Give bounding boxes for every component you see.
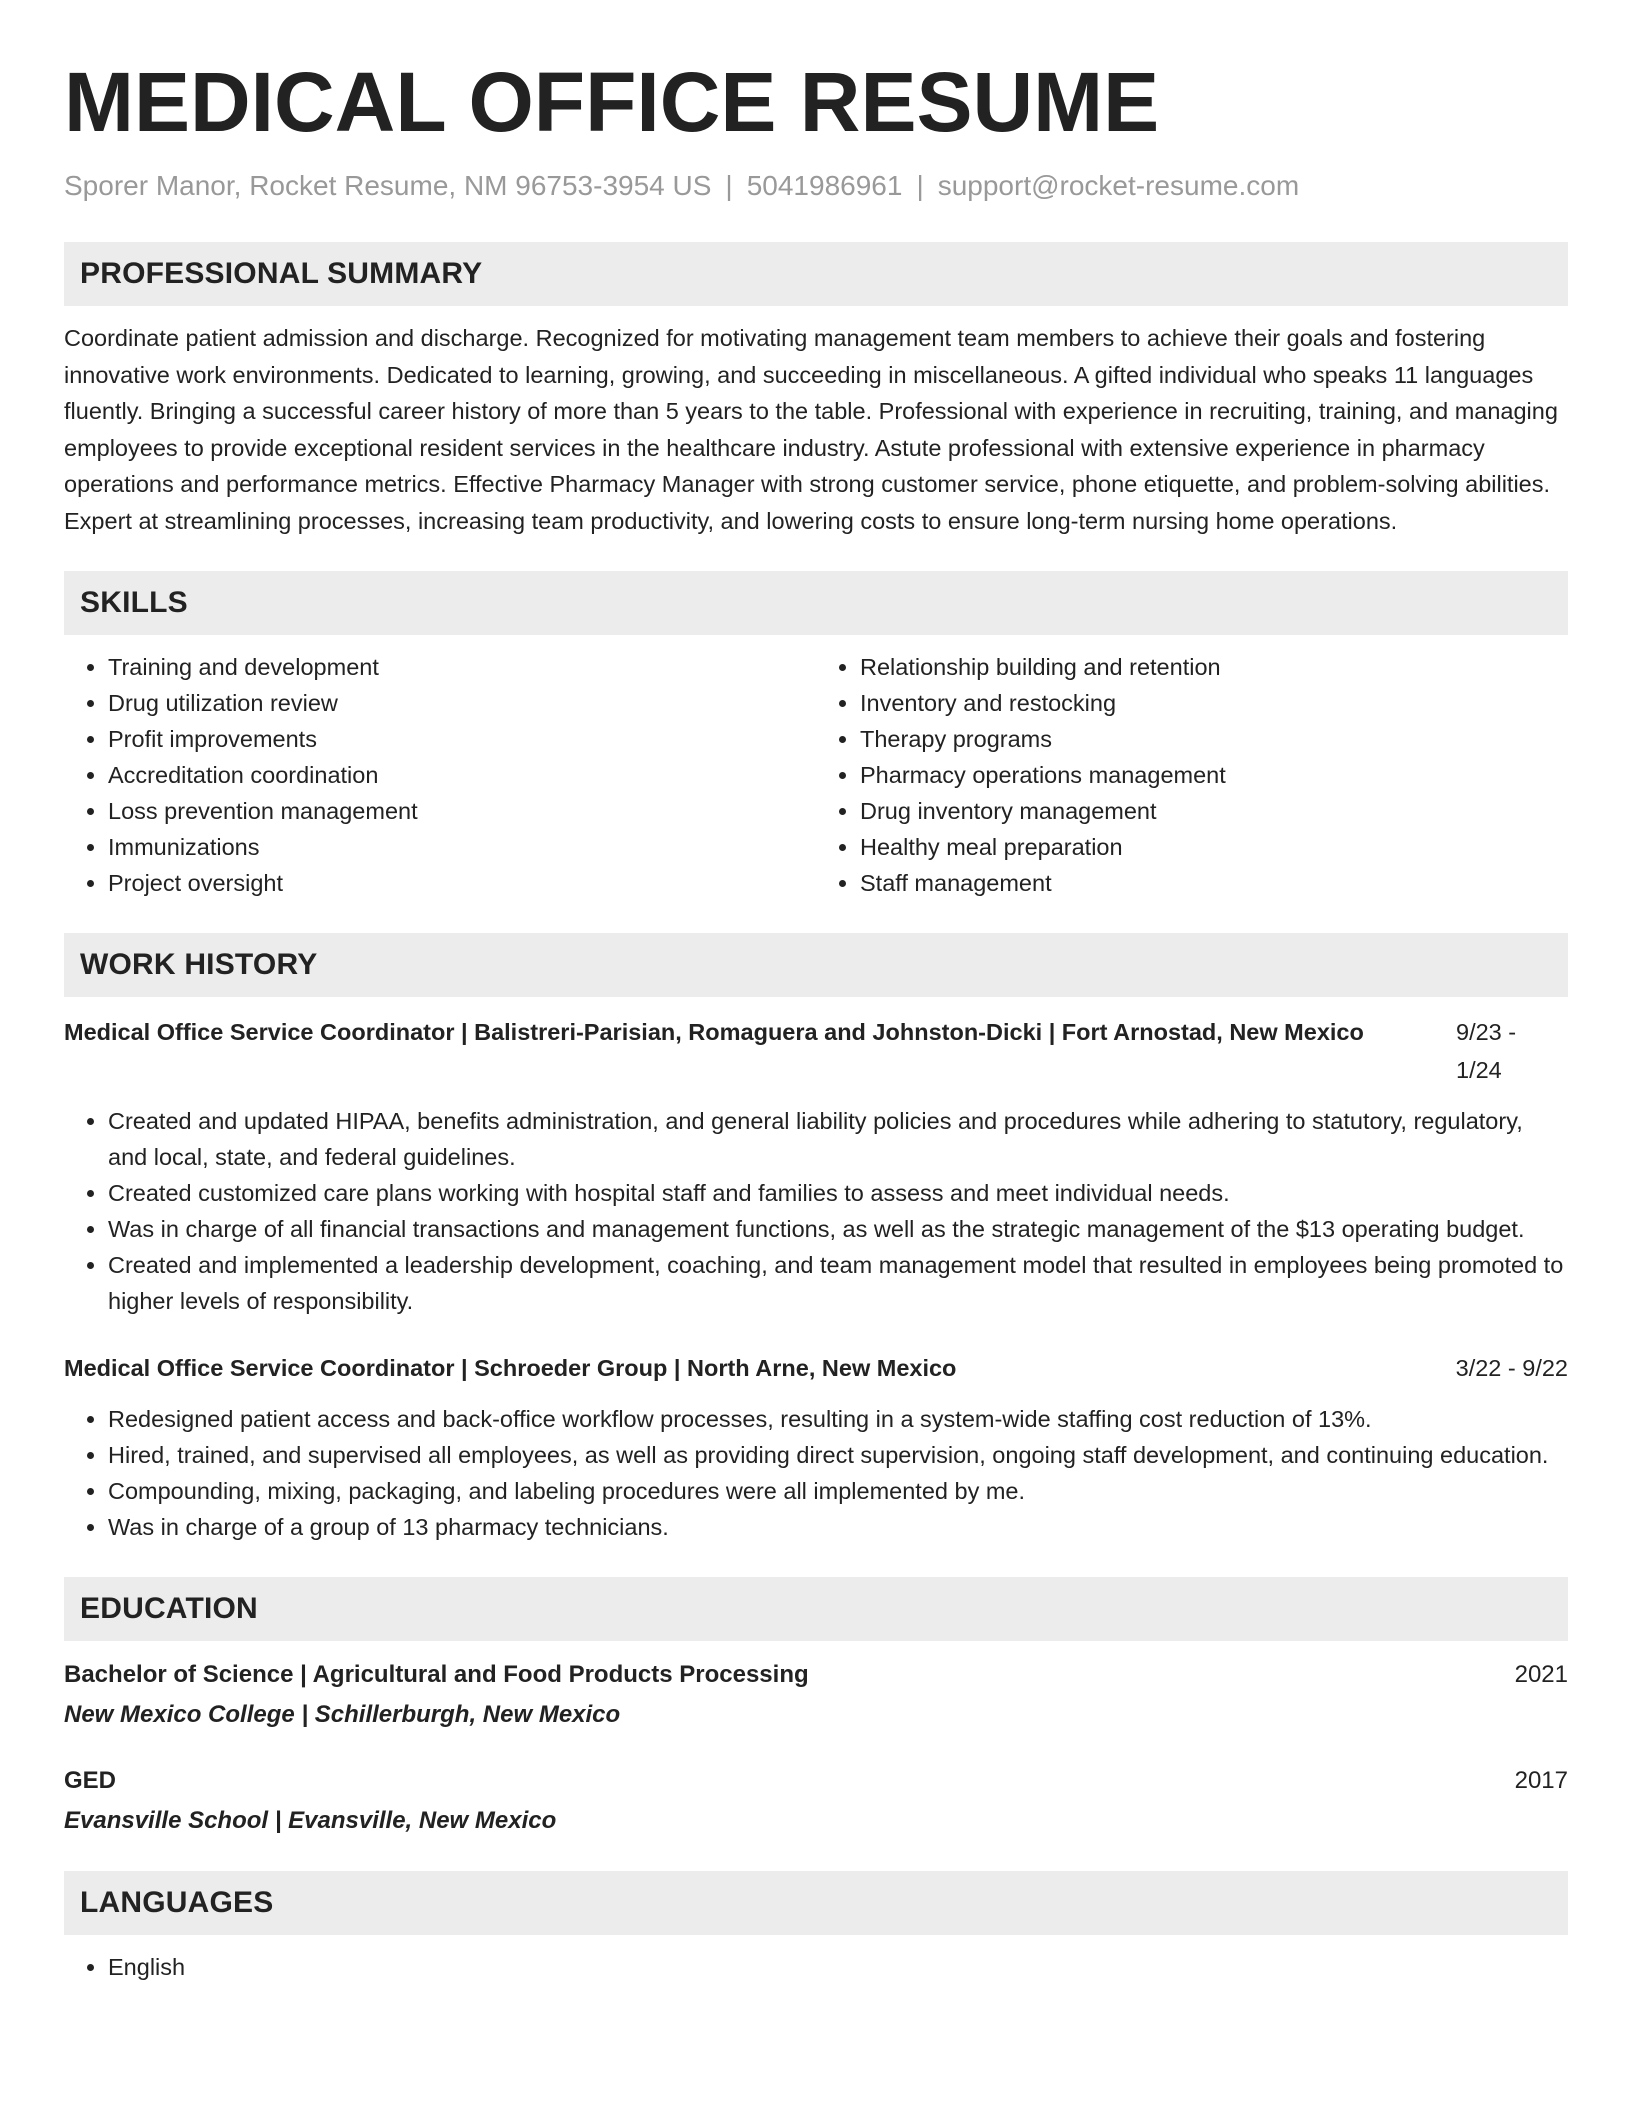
skill-item: • Pharmacy operations management <box>860 757 1568 793</box>
job-bullet: • Hired, trained, and supervised all employees, as well as providing direct supervision, ongoing staff development, and continuing education. <box>108 1437 1568 1473</box>
contact-address: Sporer Manor, Rocket Resume, NM 96753-3954 US <box>64 170 712 201</box>
job-bullet: • Redesigned patient access and back-office workflow processes, resulting in a system-wide staffing cost reduction of 13%. <box>108 1401 1568 1437</box>
skills-section-header <box>64 571 1568 635</box>
skill-item: • Drug utilization review <box>108 685 816 721</box>
education-heading: EDUCATION <box>80 1592 258 1625</box>
skill-item: • Training and development <box>108 649 816 685</box>
education-header <box>64 1657 1568 1693</box>
job-title: Medical Office Service Coordinator | Balistreri-Parisian, Romaguera and Johnston-Dicki | Fort Arnostad, New Mexico <box>64 1019 1364 1045</box>
education-section-header <box>64 1577 1568 1641</box>
contact-separator: | <box>916 170 924 201</box>
skill-item: • Immunizations <box>108 829 816 865</box>
education-school: New Mexico College | Schillerburgh, New Mexico <box>64 1701 621 1728</box>
contact-line <box>64 168 1568 204</box>
job-dates: 9/23 - 1/24 <box>1456 1019 1517 1083</box>
job-entry <box>64 1013 1568 1319</box>
education-year: 2021 <box>1514 1661 1568 1688</box>
skills-heading: SKILLS <box>80 586 188 619</box>
work-section-header <box>64 933 1568 997</box>
skills-column-right <box>816 649 1568 901</box>
resume-name: MEDICAL OFFICE RESUME <box>64 55 1160 149</box>
job-bullets <box>64 1401 1568 1545</box>
education-degree: GED <box>64 1767 117 1794</box>
job-bullet: • Created customized care plans working with hospital staff and families to assess and meet individual needs. <box>108 1175 1568 1211</box>
language-item: • English <box>108 1949 1568 1985</box>
contact-phone: 5041986961 <box>746 170 903 201</box>
languages-section-header <box>64 1871 1568 1935</box>
job-dates: 3/22 - 9/22 <box>1455 1355 1568 1381</box>
summary-text: Coordinate patient admission and discharge. Recognized for motivating management team members to achieve their goals and fostering innovative work environments. Dedicated to learning, growing, and succeeding in miscellaneous. A gifted individual who speaks 11 languages fluently. Bringing a successful career history of more than 5 years to the table. Professional with experience in recruiting, training, and managing employees to provide exceptional resident services in the healthcare industry. Astute professional with extensive experience in pharmacy operations and performance metrics. Effective Pharmacy Manager with strong customer service, phone etiquette, and problem-solving abilities. Expert at streamlining processes, increasing team productivity, and lowering costs to ensure long-term nursing home operations. <box>64 325 1558 534</box>
job-bullet: • Compounding, mixing, packaging, and labeling procedures were all implemented by me. <box>108 1473 1568 1509</box>
skill-item: • Inventory and restocking <box>860 685 1568 721</box>
job-bullet: • Was in charge of a group of 13 pharmacy technicians. <box>108 1509 1568 1545</box>
work-heading: WORK HISTORY <box>80 948 318 981</box>
education-entry <box>64 1657 1568 1733</box>
education-entry <box>64 1763 1568 1839</box>
education-header <box>64 1763 1568 1799</box>
skill-item: • Therapy programs <box>860 721 1568 757</box>
skill-item: • Accreditation coordination <box>108 757 816 793</box>
skill-item: • Healthy meal preparation <box>860 829 1568 865</box>
job-bullet: • Created and implemented a leadership development, coaching, and team management model that resulted in employees being promoted to higher levels of responsibility. <box>108 1247 1568 1319</box>
languages-list <box>64 1949 1568 1985</box>
skill-item: • Project oversight <box>108 865 816 901</box>
skills-column-left <box>64 649 816 901</box>
education-year: 2017 <box>1514 1767 1568 1794</box>
skill-item: • Drug inventory management <box>860 793 1568 829</box>
job-title: Medical Office Service Coordinator | Schroeder Group | North Arne, New Mexico <box>64 1355 957 1381</box>
skill-item: • Loss prevention management <box>108 793 816 829</box>
skills-list <box>64 649 1568 901</box>
job-entry <box>64 1349 1568 1545</box>
languages-heading: LANGUAGES <box>80 1886 274 1919</box>
skill-item: • Staff management <box>860 865 1568 901</box>
job-bullets <box>64 1103 1568 1319</box>
summary-section-header <box>64 242 1568 306</box>
education-school: Evansville School | Evansville, New Mexico <box>64 1807 557 1834</box>
job-bullet: • Was in charge of all financial transactions and management functions, as well as the strategic management of the $13 operating budget. <box>108 1211 1568 1247</box>
job-bullet: • Created and updated HIPAA, benefits administration, and general liability policies and procedures while adhering to statutory, regulatory, and local, state, and federal guidelines. <box>108 1103 1568 1175</box>
contact-separator: | <box>725 170 733 201</box>
resume-page <box>64 52 1568 1985</box>
job-header <box>64 1013 1568 1089</box>
summary-heading: PROFESSIONAL SUMMARY <box>80 257 483 290</box>
contact-email: support@rocket-resume.com <box>937 170 1300 201</box>
skill-item: • Relationship building and retention <box>860 649 1568 685</box>
education-degree: Bachelor of Science | Agricultural and Food Products Processing <box>64 1661 809 1688</box>
job-header <box>64 1349 1568 1387</box>
skill-item: • Profit improvements <box>108 721 816 757</box>
